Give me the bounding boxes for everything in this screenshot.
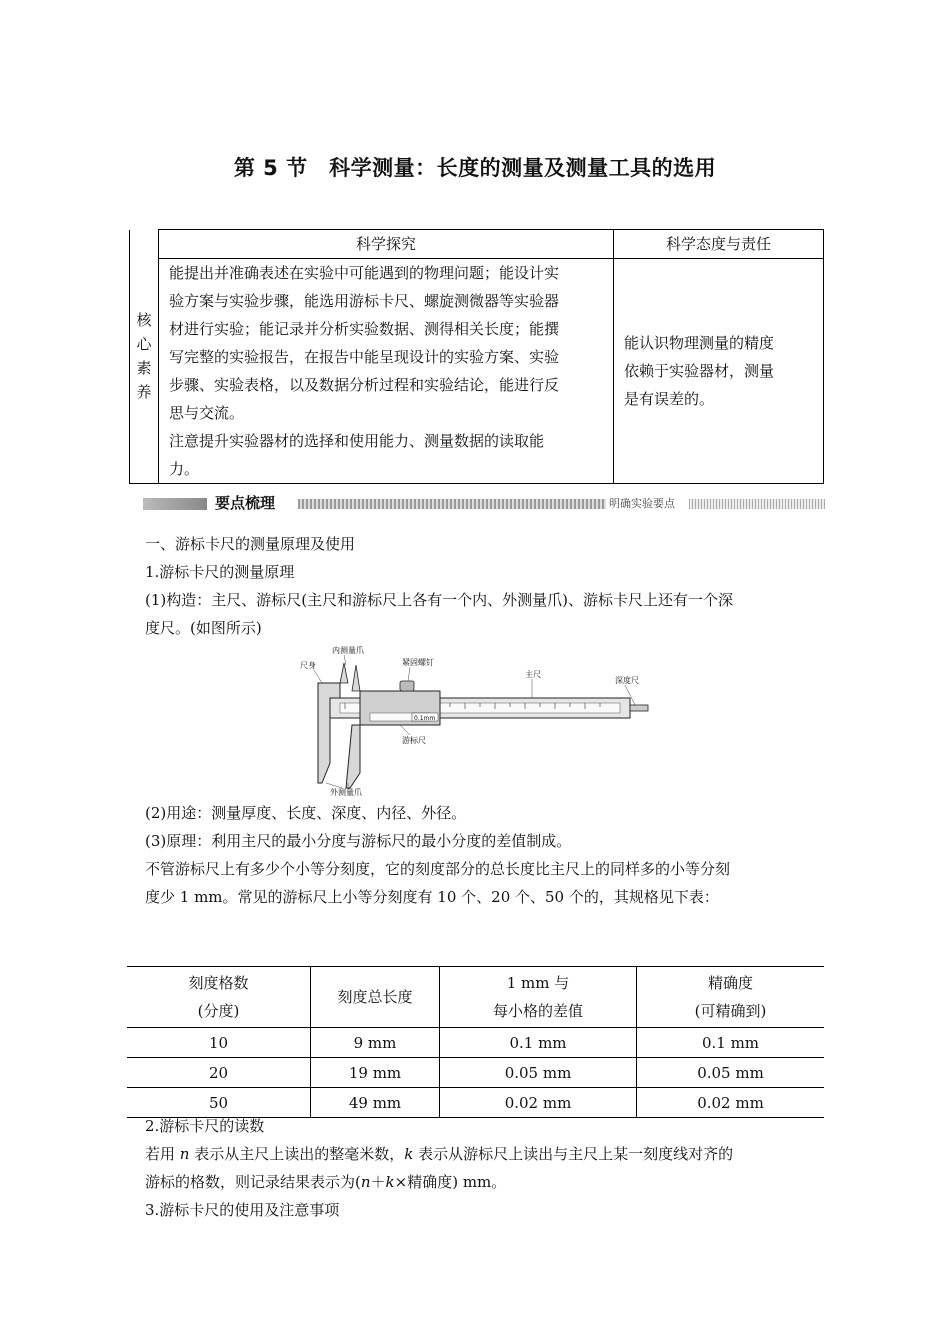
fixed-jaw [318, 683, 340, 783]
var-n: n [360, 1173, 371, 1191]
precision-mark: 0.1mm [414, 715, 436, 722]
section-banner [143, 494, 825, 514]
principle-line: (3)原理：利用主尺的最小分度与游标尺的最小分度的差值制成。 [145, 832, 572, 850]
sub3-title: 3.游标卡尺的使用及注意事项 [145, 1201, 340, 1219]
core-literacy-table [129, 229, 824, 484]
label-inner-jaw: 内测量爪 [332, 646, 364, 655]
header-difference: 1 mm 与 每小格的差值 [440, 967, 637, 1028]
var-n: n [179, 1145, 190, 1163]
label-screw: 紧固螺钉 [402, 658, 434, 667]
use-line: (2)用途：测量厚度、长度、深度、内径、外径。 [145, 804, 467, 822]
sub1-title: 1.游标卡尺的测量原理 [145, 563, 295, 581]
var-k: k [385, 1173, 395, 1191]
structure-line-1: (1)构造：主尺、游标尺(主尺和游标尺上各有一个内、外测量爪)、游标卡尺上还有一个深 [145, 591, 733, 609]
table-row: 20 19 mm 0.05 mm 0.05 mm [127, 1058, 824, 1088]
depth-rod [630, 705, 648, 711]
vernier-caliper-figure [300, 643, 650, 798]
label-main-scale: 主尺 [525, 670, 541, 679]
col-header-inquiry: 科学探究 [159, 230, 614, 259]
page-title: 第 5 节 科学测量：长度的测量及测量工具的选用 [233, 156, 717, 180]
banner-label: 要点梳理 [215, 494, 276, 512]
section1-title: 一、游标卡尺的测量原理及使用 [145, 535, 356, 553]
label-body: 尺身 [300, 661, 316, 670]
banner-bar-middle [298, 499, 606, 509]
label-depth: 深度尺 [615, 676, 639, 685]
label-outer-jaw: 外测量爪 [330, 788, 362, 797]
sub2-title: 2.游标卡尺的读数 [145, 1117, 265, 1135]
inquiry-content: 能提出并准确表述在实验中可能遇到的物理问题；能设计实 验方案与实验步骤，能选用游标卡尺、螺旋测微器等实验器 材进行实验；能记录并分析实验数据、测得相关长度；能撰 写完整的实验报告，在报告中能呈现设计的实验方案、实验 步骤、实验表格，以及数据分析过程和实验结论，能进行反 思与交流。 注意提升实验器材的选择和使用能力、测量数据的读取能 力。 [159, 259, 614, 484]
var-k: k [404, 1145, 414, 1163]
header-divisions: 刻度格数 (分度) [127, 967, 311, 1028]
caliper-drawing [300, 643, 650, 798]
structure-line-2: 度尺。(如图所示) [145, 619, 262, 637]
desc-line-2: 度少 1 mm。常见的游标尺上小等分刻度有 10 个、20 个、50 个的，其规格见下表： [145, 888, 719, 906]
locking-screw [400, 681, 414, 691]
banner-tag: 明确实验要点 [609, 497, 675, 510]
reading-line-2: 游标的格数，则记录结果表示为(n＋k×精确度) mm。 [145, 1173, 507, 1191]
attitude-content: 能认识物理测量的精度 依赖于实验器材，测量 是有误差的。 [614, 259, 824, 484]
col-header-attitude: 科学态度与责任 [614, 230, 824, 259]
header-total-length: 刻度总长度 [311, 967, 440, 1028]
reading-line-1: 若用 n 表示从主尺上读出的整毫米数，k 表示从游标尺上读出与主尺上某一刻度线对齐的 [145, 1145, 734, 1163]
table-row: 50 49 mm 0.02 mm 0.02 mm [127, 1088, 824, 1118]
banner-bar-right [689, 499, 825, 509]
banner-bar-left [143, 498, 207, 510]
sliding-jaw [346, 725, 360, 788]
table-row: 10 9 mm 0.1 mm 0.1 mm [127, 1028, 824, 1058]
desc-line-1: 不管游标尺上有多少个小等分刻度，它的刻度部分的总长度比主尺上的同样多的小等分刻 [145, 860, 731, 878]
vernier-spec-table [127, 966, 824, 1118]
header-precision: 精确度 (可精确到) [637, 967, 825, 1028]
core-literacy-label: 核 心 素 养 [130, 230, 159, 484]
label-vernier: 游标尺 [402, 736, 426, 745]
